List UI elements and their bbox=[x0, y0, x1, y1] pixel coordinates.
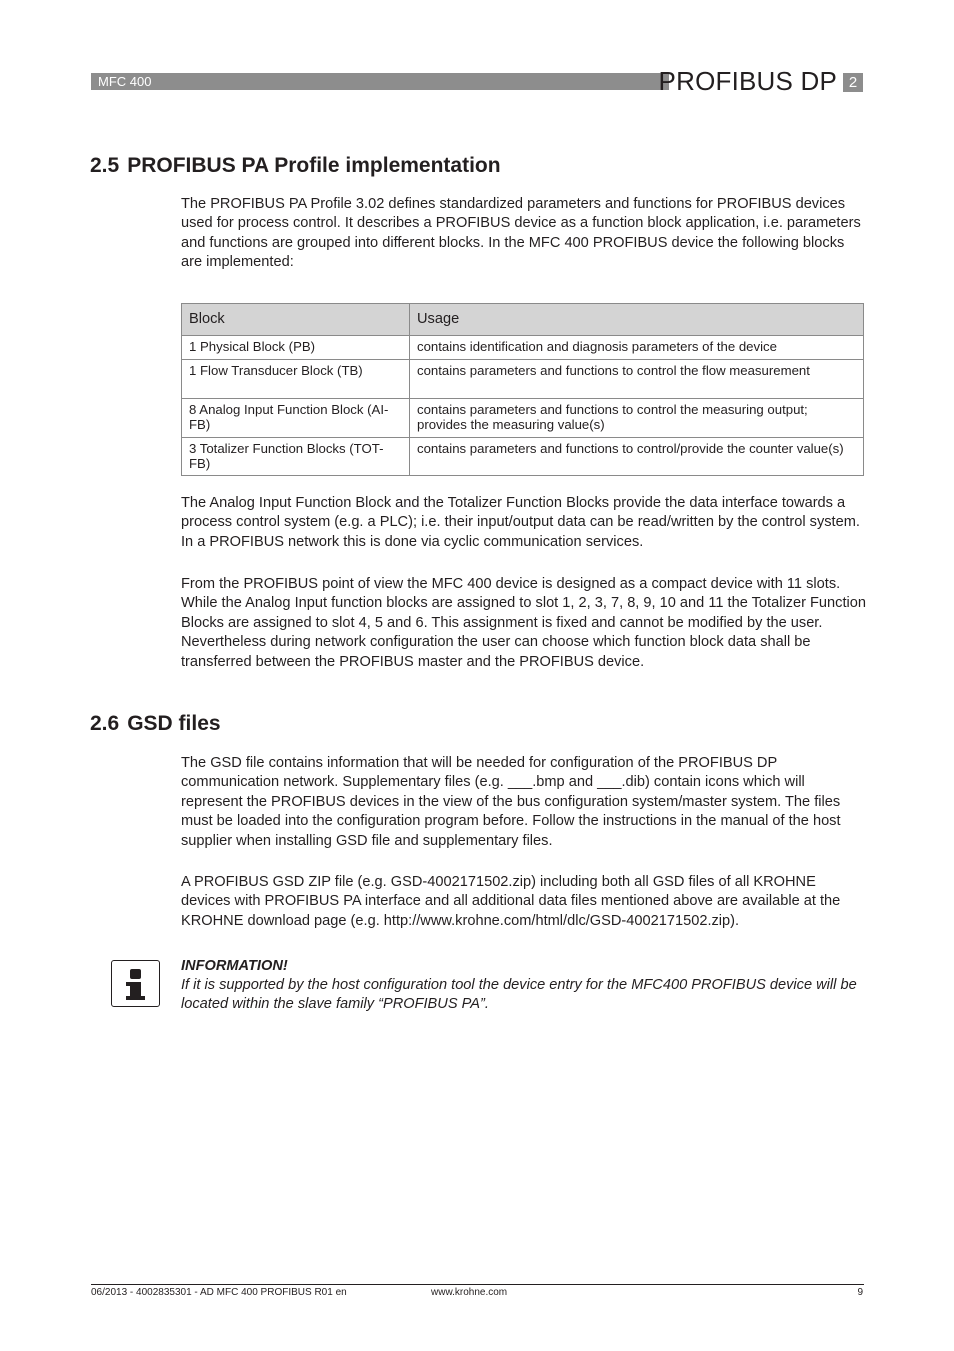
header-product-name: MFC 400 bbox=[98, 74, 152, 89]
table-cell-usage: contains parameters and functions to control/provide the counter value(s) bbox=[410, 438, 864, 476]
section-title: GSD files bbox=[127, 712, 221, 735]
section-2-6-paragraph-2: A PROFIBUS GSD ZIP file (e.g. GSD-4002171502.zip) including both all GSD files of all KROHNE devices with PROFIBUS PA interface and all additional data files mentioned above are available at the KROHNE download page (e.g. http://www.krohne.com/html/dlc/GSD-4002171502.zip). bbox=[181, 874, 841, 929]
header-chapter-number: 2 bbox=[843, 73, 863, 92]
section-2-5-intro: The PROFIBUS PA Profile 3.02 defines standardized parameters and functions for PROFIBUS devices used for process control. It describes a PROFIBUS device as a function block application, i.e. parameters and functions are grouped into different blocks. In the MFC 400 PROFIBUS device the following blocks are implemented: bbox=[181, 196, 861, 271]
header-bar bbox=[91, 73, 669, 90]
section-2-6-paragraph-1: The GSD file contains information that will be needed for configuration of the PROFIBUS DP communication network. Supplementary files (e.g. ___.bmp and ___.dib) contain icons which will represent the PROFIBUS devices in the view of the bus configuration system/master system. The files must be loaded into the configuration program before. Follow the instructions in the manual of the host supplier when installing GSD file and supplementary files. bbox=[181, 755, 841, 849]
section-2-5-paragraph-3: From the PROFIBUS point of view the MFC 400 device is designed as a compact device with 11 slots. While the Analog Input function blocks are assigned to slot 1, 2, 3, 7, 8, 9, 10 and 11 the Totalizer Function Blocks are assigned to slot 4, 5 and 6. This assignment is fixed and cannot be modified by the user. Nevertheless during network configuration the user can choose which function block data shall be transferred between the PROFIBUS master and the PROFIBUS device. bbox=[181, 576, 866, 670]
table-header-row bbox=[182, 304, 864, 336]
table-row bbox=[182, 438, 864, 476]
table-cell-usage: contains identification and diagnosis parameters of the device bbox=[410, 336, 864, 360]
table-row bbox=[182, 360, 864, 399]
table-row bbox=[182, 336, 864, 360]
header-chapter-title: PROFIBUS DP bbox=[658, 66, 837, 96]
table-header-usage: Usage bbox=[410, 304, 864, 336]
table-cell-usage: contains parameters and functions to control the flow measurement bbox=[410, 360, 864, 399]
section-2-5-heading bbox=[90, 153, 501, 179]
footer-page-number: 9 bbox=[857, 1287, 863, 1298]
information-text: If it is supported by the host configuration tool the device entry for the MFC400 PROFIBUS device will be located within the slave family “PROFIBUS PA”. bbox=[181, 977, 857, 1013]
table-row bbox=[182, 399, 864, 438]
table-cell-block: 3 Totalizer Function Blocks (TOT-FB) bbox=[182, 438, 410, 476]
table-cell-block: 8 Analog Input Function Block (AI-FB) bbox=[182, 399, 410, 438]
table-cell-block: 1 Flow Transducer Block (TB) bbox=[182, 360, 410, 399]
footer-website: www.krohne.com bbox=[431, 1287, 508, 1298]
section-2-5-paragraph-2: The Analog Input Function Block and the Totalizer Function Blocks provide the data interface towards a process control system (e.g. a PLC); i.e. their input/output data can be read/written by the control system. In a PROFIBUS network this is done via cyclic communication services. bbox=[181, 495, 860, 550]
section-2-6-heading bbox=[90, 711, 221, 737]
information-title: INFORMATION! bbox=[181, 958, 288, 974]
section-title: PROFIBUS PA Profile implementation bbox=[127, 154, 501, 177]
footer-rule bbox=[91, 1284, 864, 1285]
table-header-block: Block bbox=[182, 304, 410, 336]
section-number: 2.6 bbox=[90, 712, 120, 735]
blocks-table bbox=[181, 303, 864, 476]
information-icon bbox=[111, 960, 160, 1007]
section-number: 2.5 bbox=[90, 154, 120, 177]
table-cell-block: 1 Physical Block (PB) bbox=[182, 336, 410, 360]
footer-document-reference: 06/2013 - 4002835301 - AD MFC 400 PROFIBUS R01 en bbox=[91, 1287, 347, 1298]
table-cell-usage: contains parameters and functions to control the measuring output; provides the measuring value(s) bbox=[410, 399, 864, 438]
